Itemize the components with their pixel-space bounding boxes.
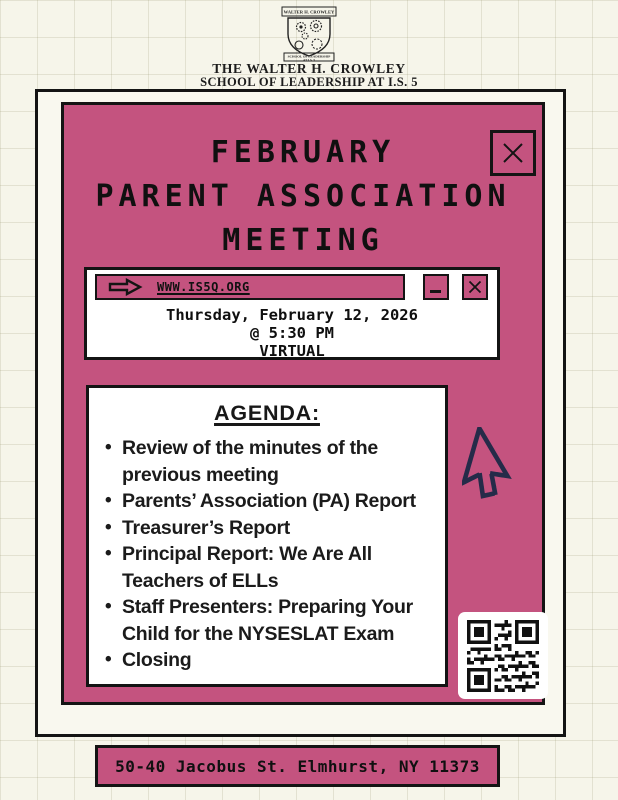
flyer-outer-card bbox=[35, 89, 566, 737]
school-crest-logo-icon bbox=[272, 6, 346, 64]
flyer-pink-card bbox=[61, 102, 545, 705]
logo-banner-bottom-text2: AT I.S. 5 bbox=[303, 58, 315, 62]
agenda-item: • Review of the minutes of the previous meeting bbox=[103, 435, 435, 488]
url-link[interactable]: WWW.IS5Q.ORG bbox=[157, 280, 250, 294]
logo-banner-top-text: WALTER H. CROWLEY bbox=[283, 9, 335, 15]
qr-code[interactable] bbox=[458, 612, 548, 699]
forward-arrow-icon bbox=[107, 277, 143, 297]
title-line-1: FEBRUARY bbox=[210, 135, 396, 170]
close-icon bbox=[500, 140, 526, 166]
logo-banner-bottom-text: SCHOOL OF LEADERSHIP bbox=[287, 54, 331, 59]
meeting-datetime bbox=[87, 306, 497, 360]
meeting-time: @ 5:30 PM bbox=[250, 324, 334, 342]
school-name-line2: SCHOOL OF LEADERSHIP AT I.S. 5 bbox=[200, 75, 418, 89]
agenda-item: • Staff Presenters: Preparing Your Child for the NYSESLAT Exam bbox=[103, 594, 435, 647]
agenda-heading: AGENDA: bbox=[214, 401, 320, 425]
agenda-item: • Parents’ Association (PA) Report bbox=[103, 488, 435, 515]
title-line-2: PARENT ASSOCIATION bbox=[95, 179, 511, 214]
meeting-date: Thursday, February 12, 2026 bbox=[166, 306, 418, 324]
school-name-line1: THE WALTER H. CROWLEY bbox=[212, 61, 406, 76]
page-title bbox=[64, 105, 542, 263]
address-bar[interactable] bbox=[95, 274, 405, 300]
agenda-item: • Closing bbox=[103, 647, 435, 674]
card-close-button[interactable] bbox=[490, 130, 536, 176]
title-line-3: MEETING bbox=[222, 223, 384, 258]
address-banner bbox=[95, 745, 500, 787]
window-close-button[interactable] bbox=[462, 274, 488, 300]
minimize-icon bbox=[427, 278, 445, 296]
meeting-mode: VIRTUAL bbox=[259, 342, 325, 360]
qr-code-pattern bbox=[467, 620, 539, 692]
close-icon bbox=[466, 278, 484, 296]
agenda-box bbox=[86, 385, 448, 687]
school-address: 50-40 Jacobus St. Elmhurst, NY 11373 bbox=[115, 756, 480, 776]
cursor-arrow-icon bbox=[462, 427, 540, 537]
minimize-button[interactable] bbox=[423, 274, 449, 300]
agenda-item: • Treasurer’s Report bbox=[103, 515, 435, 542]
agenda-list bbox=[89, 435, 445, 674]
agenda-item: • Principal Report: We Are All Teachers of ELLs bbox=[103, 541, 435, 594]
browser-window bbox=[84, 267, 500, 360]
